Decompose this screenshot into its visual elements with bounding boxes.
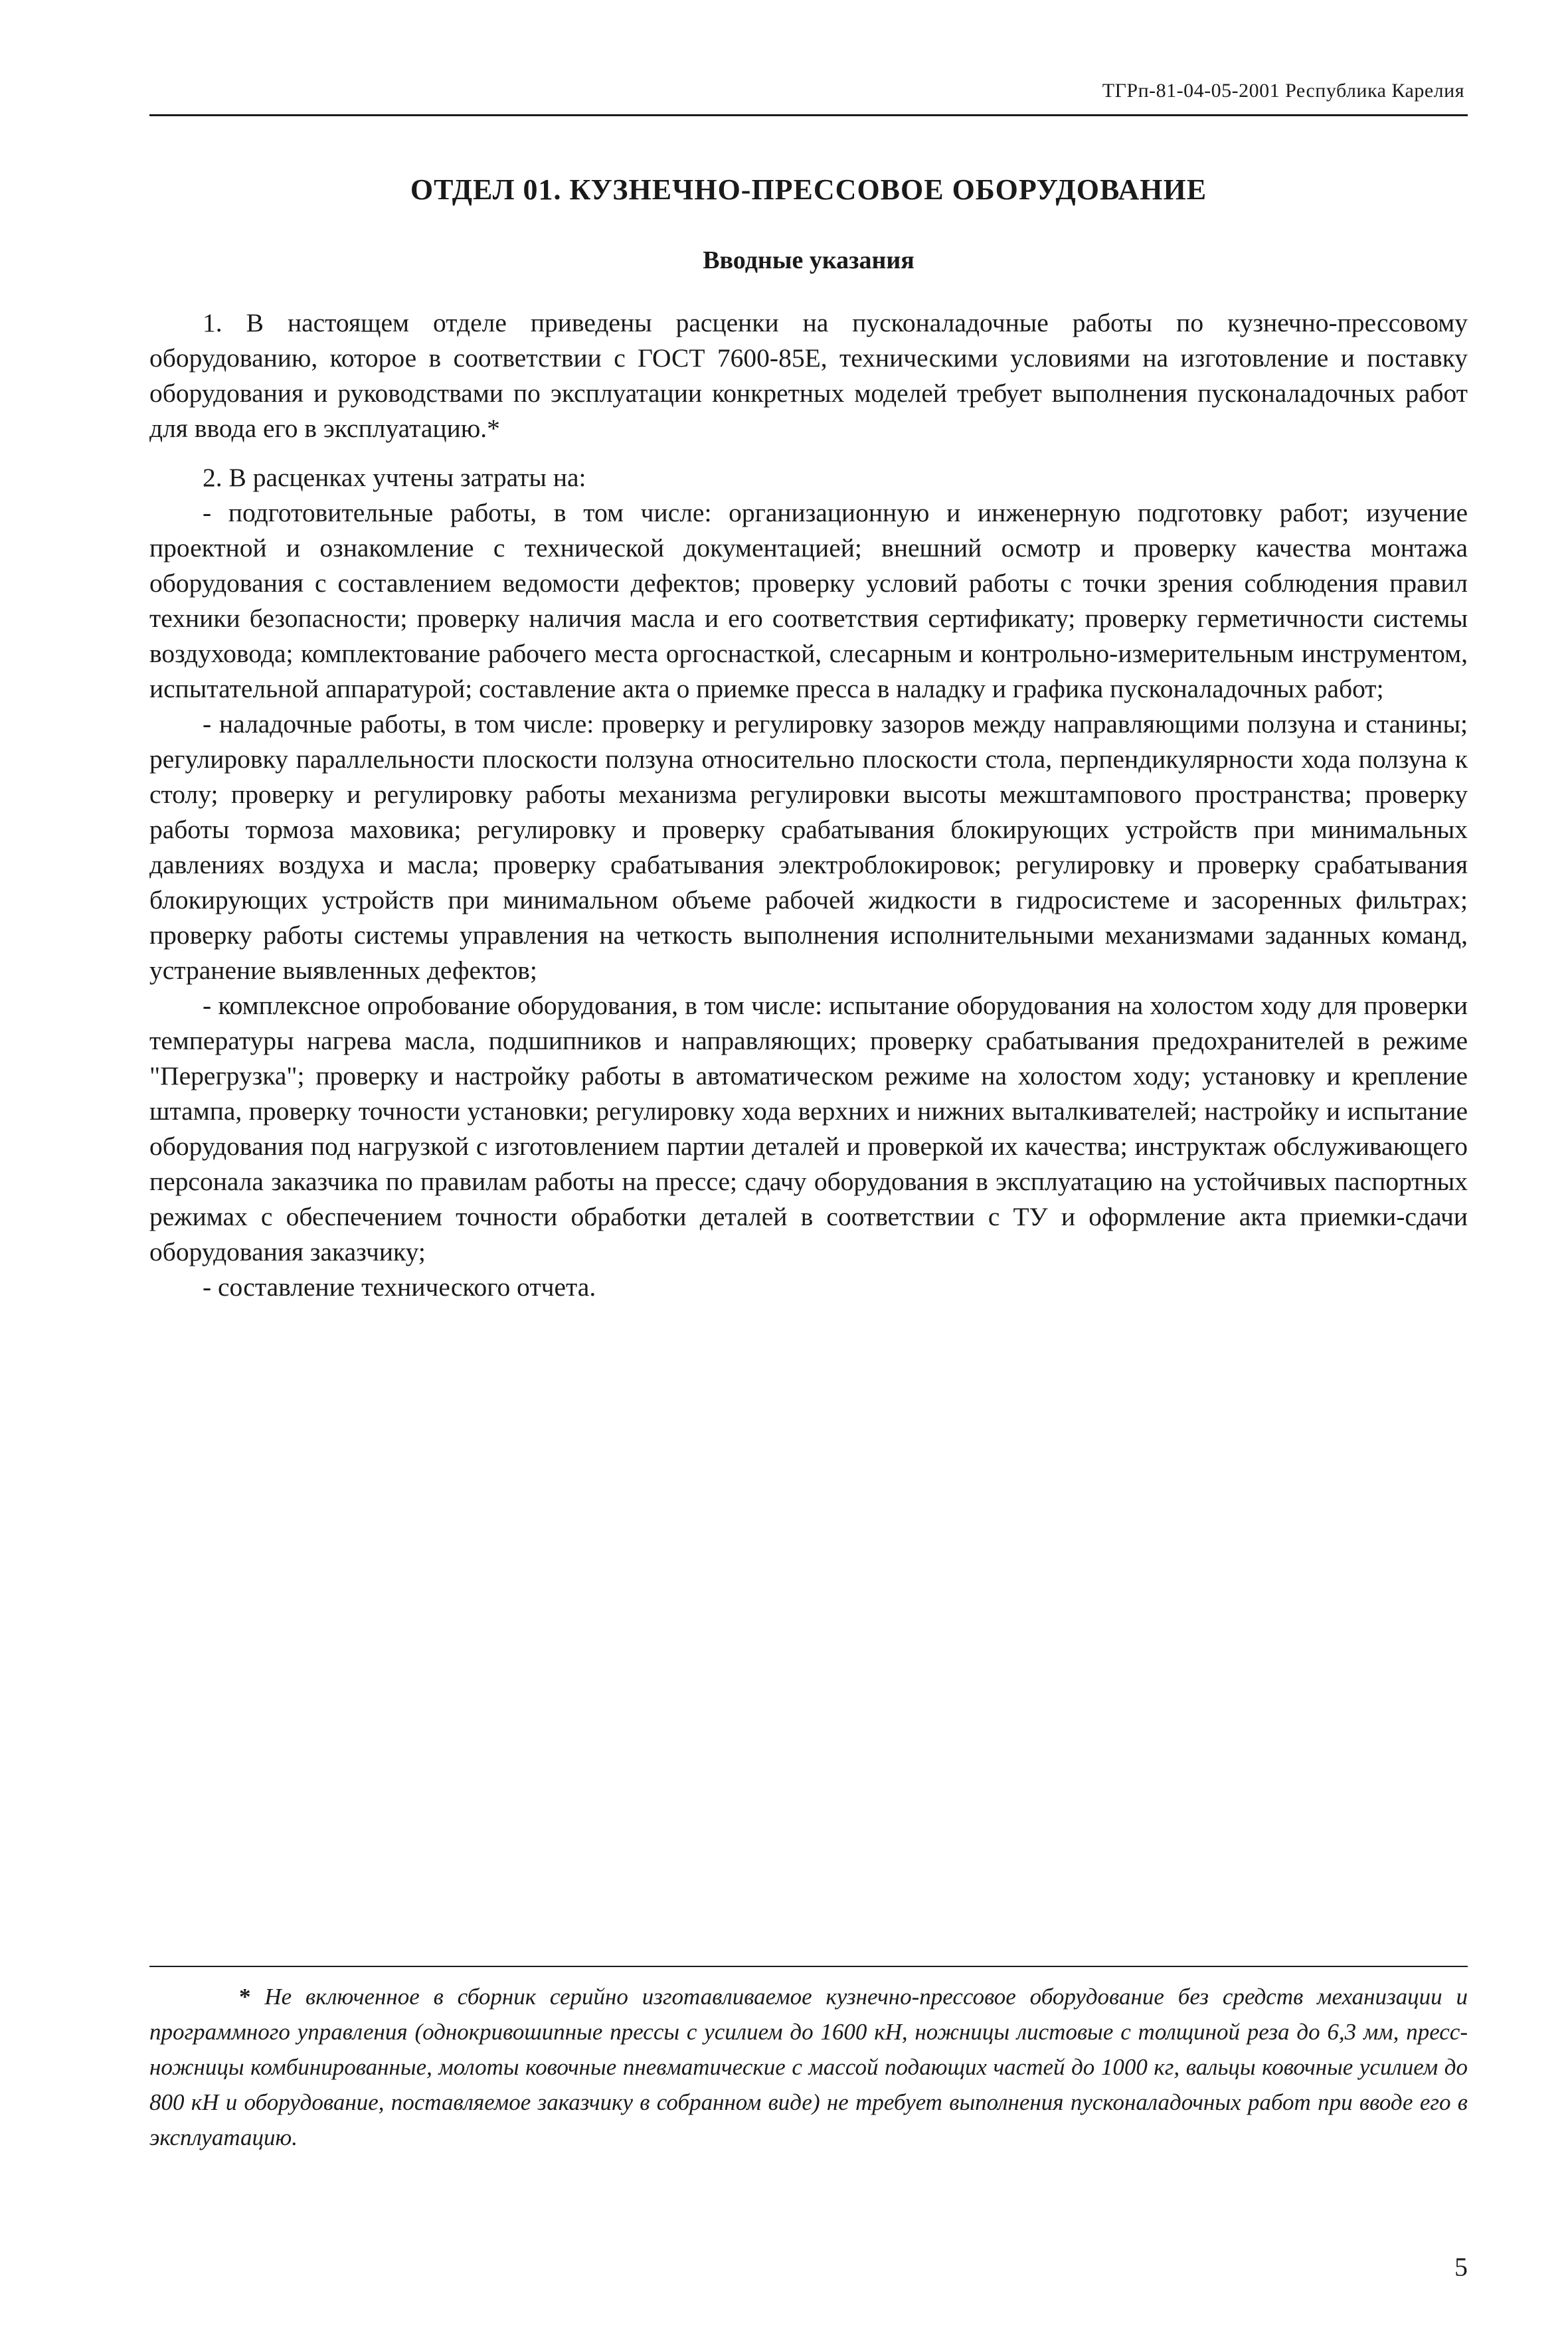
footnote-marker: * — [239, 1984, 251, 2010]
section-title: ОТДЕЛ 01. КУЗНЕЧНО-ПРЕССОВОЕ ОБОРУДОВАНИЕ — [410, 173, 1207, 206]
running-header: ТГРп-81-04-05-2001 Республика Карелия — [1102, 80, 1464, 102]
paragraph-complex-testing: - комплексное опробование оборудования, в том числе: испытание оборудования на холостом ходу для проверки температуры нагрева масла, подшипников и направляющих; проверку срабатывания предохранителей в режиме "Перегрузка"; проверку и настройку работы в автоматическом режиме на холостом ходу; установку и крепление штампа, проверку точности установки; регулировку хода верхних и нижних выталкивателей; настройку и испытание оборудования под нагрузкой с изготовлением партии деталей и проверкой их качества; инструктаж обслуживающего персонала заказчика по правилам работы на прессе; сдачу оборудования в эксплуатацию на устойчивых паспортных режимах с обеспечением точности обработки деталей в соответствии с ТУ и оформление акта приемки-сдачи оборудования заказчику; — [149, 991, 1468, 1266]
header-rule — [149, 114, 1468, 116]
body-text — [149, 305, 1468, 1305]
paragraph-technical-report: - составление технического отчета. — [203, 1272, 596, 1302]
paragraph-1: 1. В настоящем отделе приведены расценки на пусконаладочные работы по кузнечно-прессовому оборудованию, которое в соответствии с ГОСТ 7600-85Е, техническими условиями на изготовление и поставку оборудования и руководствами по эксплуатации конкретных моделей требует выполнения пусконаладочных работ для ввода его в эксплуатацию.* — [149, 308, 1468, 443]
page-number: 5 — [1454, 2252, 1468, 2282]
paragraph-preparatory-works: - подготовительные работы, в том числе: организационную и инженерную подготовку работ; изучение проектной и ознакомление с технической документацией; внешний осмотр и проверку качества монтажа оборудования с составлением ведомости дефектов; проверку условий работы с точки зрения соблюдения правил техники безопасности; проверку наличия масла и его соответствия сертификату; проверку герметичности системы воздуховода; комплектование рабочего места оргоснасткой, слесарным и контрольно-измерительным инструментом, испытательной аппаратурой; составление акта о приемке пресса в наладку и графика пусконаладочных работ; — [149, 498, 1468, 703]
paragraph-2: 2. В расценках учтены затраты на: — [203, 463, 586, 492]
footnote-rule — [149, 1966, 1468, 1967]
footnote — [149, 1979, 1468, 2155]
section-subtitle: Вводные указания — [703, 246, 915, 274]
footnote-text: Не включенное в сборник серийно изготавливаемое кузнечно-прессовое оборудование без средств механизации и программного управления (однокривошипные прессы с усилием до 1600 кН, ножницы листовые с толщиной реза до 6,3 мм, пресс-ножницы комбинированные, молоты ковочные пневматические с массой подающих частей до 1000 кг, вальцы ковочные усилием до 800 кН и оборудование, поставляемое заказчику в собранном виде) не требует выполнения пусконаладочных работ при вводе его в эксплуатацию. — [149, 1984, 1468, 2150]
paragraph-adjustment-works: - наладочные работы, в том числе: проверку и регулировку зазоров между направляющими ползуна и станины; регулировку параллельности плоскости ползуна относительно плоскости стола, перпендикулярности хода ползуна к столу; проверку и регулировку работы механизма регулировки высоты межштампового пространства; проверку работы тормоза маховика; регулировку и проверку срабатывания блокирующих устройств при минимальных давлениях воздуха и масла; проверку срабатывания электроблокировок; регулировку и проверку срабатывания блокирующих устройств при минимальном объеме рабочей жидкости в гидросистеме и засоренных фильтрах; проверку работы системы управления на четкость выполнения исполнительными механизмами заданных команд, устранение выявленных дефектов; — [149, 709, 1468, 985]
